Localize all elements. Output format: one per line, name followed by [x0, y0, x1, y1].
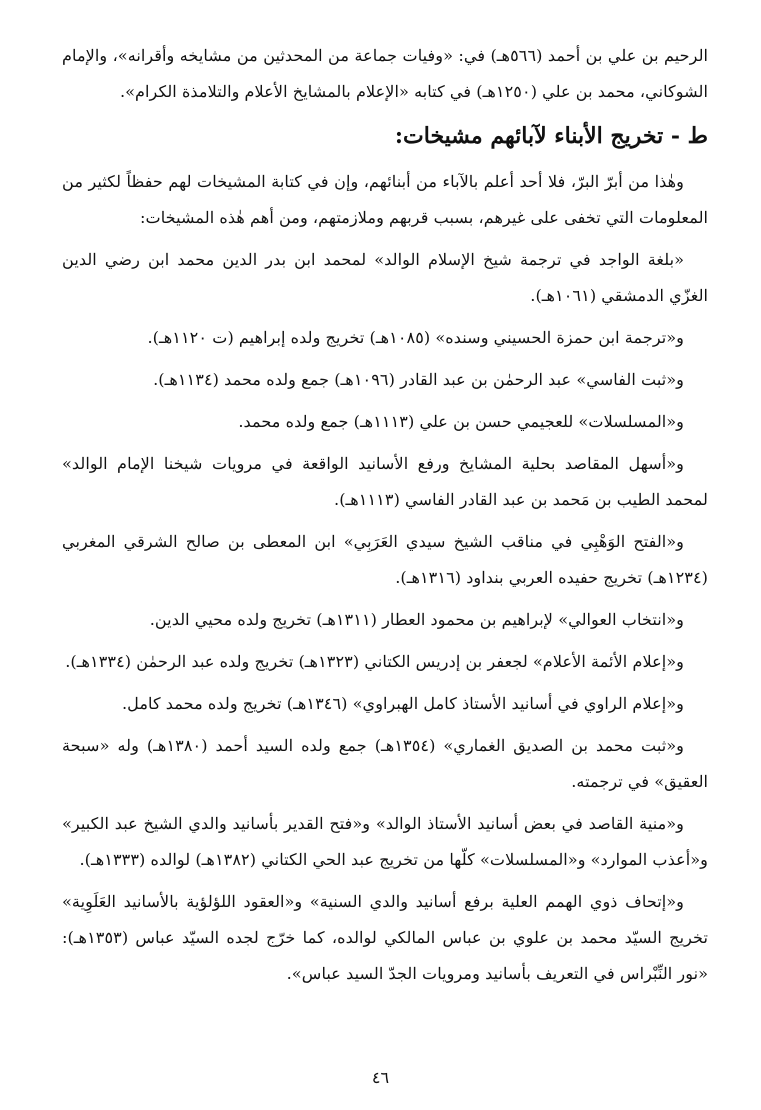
section-heading: ط - تخريج الأبناء لآبائهم مشيخات:	[394, 123, 708, 149]
entry-item: و«إعلام الراوي في أسانيد الأستاذ كامل الهبراوي» (١٣٤٦هـ) تخريج ولده محمد كامل.	[121, 694, 684, 713]
entry-item: و«أسهل المقاصد بحلية المشايخ ورفع الأسانيد الواقعة في مرويات شيخنا الإمام الوالد» لمحمد الطيب بن مَحمد بن عبد القادر الفاسي (١١١٣هـ).	[62, 454, 708, 509]
section-intro: وهٰذا من أبرّ البرّ، فلا أحد أعلم بالآباء من أبنائهم، وإن في كتابة المشيخات لهم حفظاً لكثير من المعلومات التي تخفى على غيرهم، بسبب قربهم وملازمتهم، ومن أهم هٰذه المشيخات:	[62, 172, 708, 227]
entries-list	[62, 242, 708, 992]
entry-item: و«انتخاب العوالي» لإبراهيم بن محمود العطار (١٣١١هـ) تخريج ولده محيي الدين.	[149, 610, 684, 629]
entry-item: و«الفتح الوَهْبِي في مناقب الشيخ سيدي العَرَبِي» ابن المعطى بن صالح الشرقي المغربي (١٢٣٤هـ) تخريج حفيده العربي بنداود (١٣١٦هـ).	[62, 532, 708, 587]
continuation-paragraph: الرحيم بن علي بن أحمد (٥٦٦هـ) في: «وفيات جماعة من المحدثين من مشايخه وأقرانه»، والإمام الشوكاني، محمد بن علي (١٢٥٠هـ) في كتابه «الإعلام بالمشايخ الأعلام والتلامذة الكرام».	[62, 46, 708, 101]
page-number: ٤٦	[371, 1068, 390, 1087]
entry-item: و«منية القاصد في بعض أسانيد الأستاذ الوالد» و«فتح القدير بأسانيد والدي الشيخ عبد الكبير» و«أعذب الموارد» و«المسلسلات» كلّها من تخريج عبد الحي الكتاني (١٣٨٢هـ) لوالده (١٣٣٣هـ).	[62, 814, 708, 869]
entry-item: «بلغة الواجد في ترجمة شيخ الإسلام الوالد» لمحمد ابن بدر الدين محمد ابن رضي الدين الغزّي الدمشقي (١٠٦١هـ).	[62, 250, 708, 305]
entry-item: و«ثبت محمد بن الصديق الغماري» (١٣٥٤هـ) جمع ولده السيد أحمد (١٣٨٠هـ) وله «سبحة العقيق» في ترجمته.	[62, 736, 708, 791]
entry-item: و«إعلام الأئمة الأعلام» لجعفر بن إدريس الكتاني (١٣٢٣هـ) تخريج ولده عبد الرحمٰن (١٣٣٤هـ).	[65, 652, 684, 671]
entry-item: و«إتحاف ذوي الهمم العلية برفع أسانيد والدي السنية» و«العقود اللؤلؤية بالأسانيد العَلَوِية» تخريج السيّد محمد بن علوي بن عباس المالكي لوالده، كما خرّج لجده السيّد عباس (١٣٥٣هـ): «نور النِّبْراس في التعريف بأسانيد ومرويات الجدّ السيد عباس».	[62, 892, 708, 983]
document-page	[62, 38, 708, 998]
entry-item: و«المسلسلات» للعجيمي حسن بن علي (١١١٣هـ) جمع ولده محمد.	[238, 412, 684, 431]
entry-item: و«ثبت الفاسي» عبد الرحمٰن بن عبد القادر (١٠٩٦هـ) جمع ولده محمد (١١٣٤هـ).	[153, 370, 684, 389]
entry-item: و«ترجمة ابن حمزة الحسيني وسنده» (١٠٨٥هـ) تخريج ولده إبراهيم (ت ١١٢٠هـ).	[147, 328, 684, 347]
